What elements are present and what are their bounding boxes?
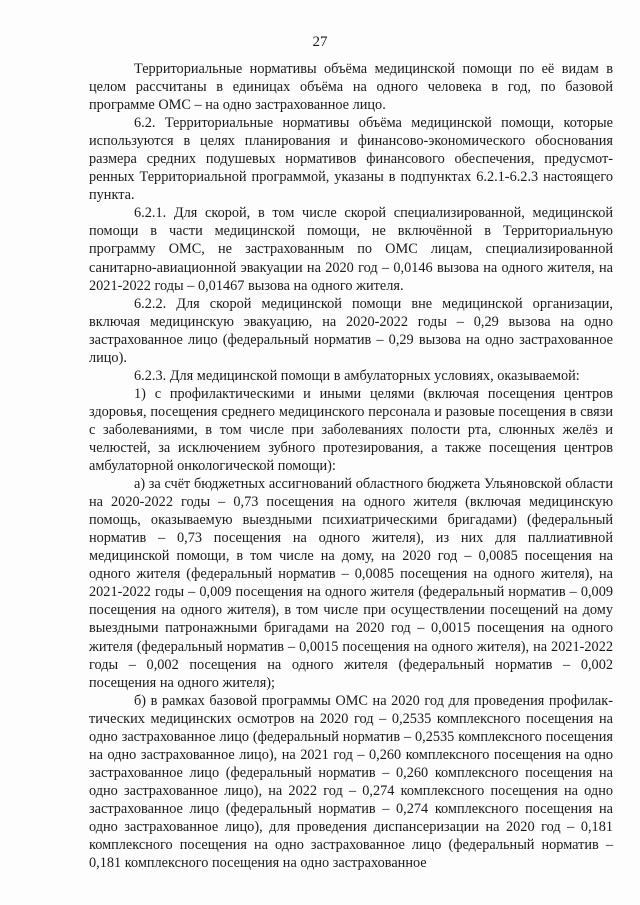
paragraph-6-2-1: 6.2.1. Для скорой, в том числе скорой специализированной, медицинской помощи в части медицинской помощи, не включённой в Территориальную программу ОМС, не застрахованным по ОМС лицам, специализированной санитарно-авиационной эвакуации на 2020 год – 0,0146 вызова на одного жителя, на 2021-2022 годы – 0,01467 вызова на одного жителя. [89, 205, 613, 294]
page-number: 27 [312, 34, 328, 50]
paragraph-6-2-2: 6.2.2. Для скорой медицинской помощи вне медицинской организации, включая медицинскую эвакуацию, на 2020-2022 годы – 0,29 вызова на одно застрахованное лицо (федеральный норматив – 0,29 вызова на одно застрахованное лицо). [89, 295, 613, 366]
paragraph-norms-intro: Территориальные нормативы объёма медицинской помощи по её видам в целом рассчитаны в единицах объёма на одного человека в год, по базовой программе ОМС – на одно застрахованное лицо. [89, 61, 613, 114]
paragraph-6-2-3: 6.2.3. Для медицинской помощи в амбулаторных условиях, оказываемой: [134, 367, 580, 384]
paragraph-item-1: 1) с профилактическими и иными целями (включая посещения центров здоровья, посещения среднего медицинского персонала и разовые посещения в связи с заболеваниями, в том числе при заболеваниях полости рта, слюнных желёз и челюстей, за исключением зубного протезирования, а также посещения центров амбулаторной онкологической помощи): [89, 385, 613, 475]
paragraph-item-b: б) в рамках базовой программы ОМС на 2020 год для проведения профилактических медицинских осмотров на 2020 год – 0,2535 комплексного посещения на одно застрахованное лицо (федеральный норматив – 0,2535 комплексного посещения на одно застрахованное лицо), на 2021 год – 0,260 комплексного посещения на одно застрахованное лицо (федеральный норматив – 0,260 комплексного посещения на одно застрахованное лицо), на 2022 год – 0,274 комплексного посещения на одно застрахованное лицо (федеральный норматив – 0,274 комплексного посещения на одно застрахованное лицо), для проведения диспансеризации на 2020 год – 0,181 комплексного посещения на одно застрахованное лицо (федеральный норматив – 0,181 комплексного посещения на одно застрахованное [89, 692, 613, 872]
paragraph-item-a: а) за счёт бюджетных ассигнований областного бюджета Ульяновской области на 2020-2022 годы – 0,73 посещения на одного жителя (включая медицинскую помощь, оказываемую выездными психиатрическими бригадами) (федеральный норматив – 0,73 посещения на одного жителя), из них для паллиативной медицинской помощи, в том числе на дому, на 2020 год – 0,0085 посещения на одного жителя (федеральный норматив – 0,0085 посещения на одного жителя), на 2021-2022 годы – 0,009 посещения на одного жителя (федеральный норматив – 0,009 посещения на одного жителя), в том числе при осуществлении посещений на дому выездными патронажными бригадами на 2020 год – 0,0015 посещения на одного жителя (федеральный норматив – 0,0015 посещения на одного жителя), на 2021-2022 годы – 0,002 посещения на одного жителя (федеральный норматив – 0,002 посещения на одного жителя); [89, 476, 613, 691]
paragraph-6-2: 6.2. Территориальные нормативы объёма медицинской помощи, которые используются в целях планирования и финансово-экономического обоснования размера средних подушевых нормативов финансового обеспечения, предусмотренных Территориальной программой, указаны в подпунктах 6.2.1-6.2.3 настоящего пункта. [89, 115, 613, 204]
document-body [89, 60, 613, 872]
